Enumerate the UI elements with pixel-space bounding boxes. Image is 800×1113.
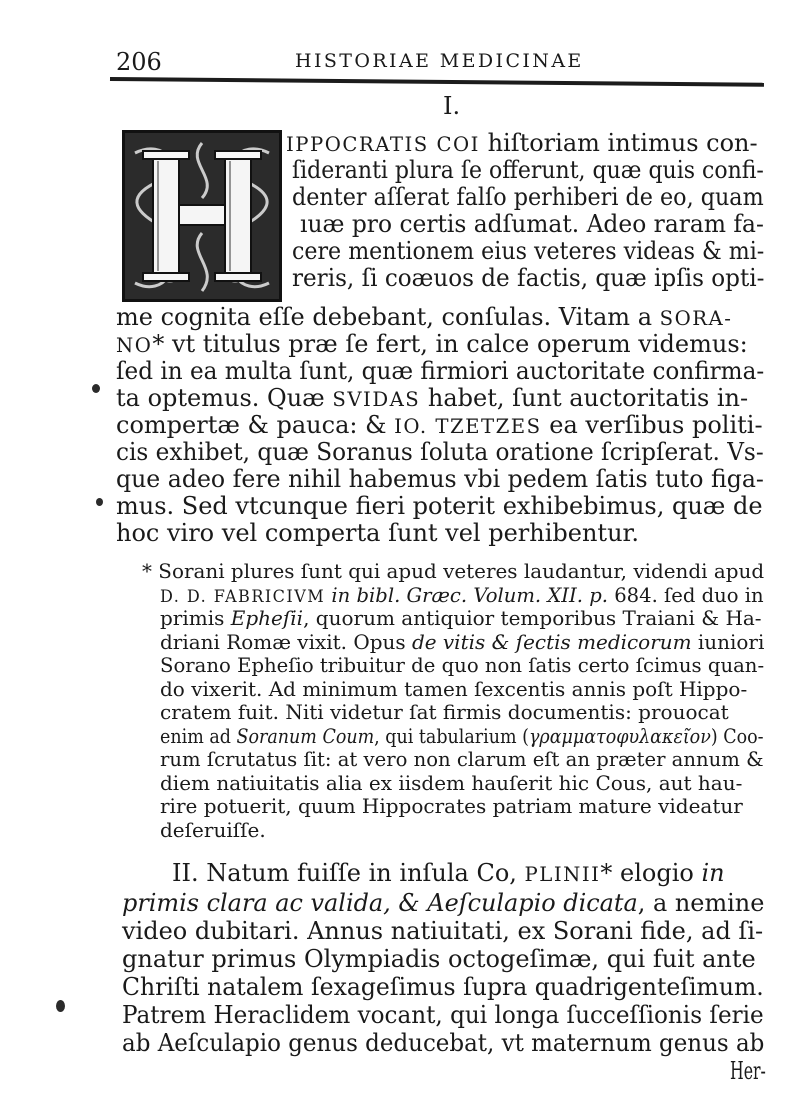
body-text: que adeo fere nihil habemus vbi pedem ſatis tuto figa- [116,465,764,493]
footnote-text: * Sorani plures ſunt qui apud veteres laudantur, videndi apud [142,559,765,583]
body-text: cis exhibet, quæ Soranus ſoluta oratione ſcripſerat. Vs- [116,438,764,466]
footnote-line [142,560,764,582]
body-text: hoc viro vel comperta ſunt vel perhibentur. [116,519,639,547]
body-line [116,520,639,546]
body-line [300,211,764,237]
body-text: II. Natum fuiſſe in inſula Co, [172,859,525,887]
body-text: ſideranti plura ſe offerunt, quæ quis confi- [292,156,764,184]
footnote-line [160,701,729,723]
footnote-text: primis [160,606,231,630]
body-text: ea verſibus politi- [541,411,763,439]
body-line [122,1030,764,1056]
footnote-text: rum ſcrutatus ſit: at vero non clarum eſt an præter annum & [160,747,764,771]
body-text: IO. TZETZES [394,415,542,438]
body-text: SVIDAS [332,388,421,411]
header-rule [110,77,764,87]
section-number: I. [443,92,461,120]
footnote-text: cratem fuit. Niti videtur ſat firmis documentis: prouocat [160,700,729,724]
body-line [116,304,732,332]
footnote-line [160,772,742,794]
footnote-line [160,584,764,608]
footnote-text: diem natiuitatis alia ex iisdem hauſerit hic Cous, aut hau- [160,770,743,795]
body-line [122,918,763,944]
body-text: SORA- [659,307,733,330]
footnote-text: Epheſii [230,606,304,630]
body-text: denter aſſerat falſo perhiberi de eo, quam [292,183,764,211]
body-line [172,860,725,888]
body-text: video dubitari. Annus natiuitati, ex Sorani fide, ad ſi- [122,917,764,945]
body-line [116,331,748,359]
body-line [730,1058,766,1084]
body-line [116,385,748,413]
footnote-text: , quorum antiquior temporibus Traiani & Ha- [303,606,762,630]
body-text: NO [116,334,153,357]
body-text: primis clara ac valida, & Aeſculapio dicata [122,889,638,917]
body-line [116,493,763,519]
ink-spot [92,384,100,393]
footnote-text: γραμματοφυλακεῖον [528,723,711,748]
foliage-ornament-icon [125,133,279,299]
body-line [292,265,764,291]
footnote-line [160,607,762,629]
footnote-text: D. D. FABRICIVM [160,586,326,606]
ornamental-initial-h [122,130,282,302]
body-line [292,184,764,210]
footnote-line [160,819,266,841]
footnote-text: Sorano Epheſio tribuitur de quo non ſatis certo ſcimus quan- [160,653,765,677]
footnote-text: , qui tabularium ( [374,723,529,748]
body-line [116,466,764,492]
body-text: , a nemine [637,889,765,917]
body-text: Chriſti natalem ſexageſimus ſupra quadrigenteſimum. [122,973,764,1001]
body-text: me cognita eſſe debebant, conſulas. Vitam a [116,303,660,331]
footnote-line [160,654,764,676]
footnote-text: driani Romæ vixit. Opus [160,629,412,654]
body-line [122,890,764,916]
page-header [110,44,765,74]
body-text: * vt titulus præ ſe fert, in calce operum videmus: [152,330,748,358]
body-line [116,412,763,440]
body-text: ta optemus. Quæ [116,384,333,412]
footnote-text: deſeruiſſe. [160,817,266,842]
body-text: hiſtoriam intimus con- [479,129,758,157]
footnote-text: iuniori [691,629,765,654]
footnote-text: 684. ſed duo in [607,582,764,607]
footnote-text: do vixerit. Ad minimum tamen ſexcentis annis poſt Hippo- [160,676,748,701]
body-text: * elogio [600,859,702,887]
body-line [122,946,756,972]
body-line [122,974,764,1000]
body-line [116,439,764,465]
body-text: mus. Sed vtcunque fieri poterit exhibebimus, quæ de [116,492,763,520]
body-text: ıuæ pro certis adſumat. Adeo raram fa- [300,210,764,238]
footnote-line [160,748,764,770]
body-line [122,1002,764,1028]
footnote-line [160,678,747,700]
body-text: Patrem Heraclidem vocant, qui longa ſucceſſionis ſerie [122,1001,764,1029]
ink-spot [56,1000,65,1012]
body-line [116,358,764,384]
footnote-line [160,631,764,653]
body-text: ab Aeſculapio genus deducebat, vt maternum genus ab [122,1029,765,1057]
body-text: compertæ & pauca: & [116,411,395,439]
body-line [292,238,764,264]
body-line [286,130,758,158]
page-number: 206 [116,48,162,76]
body-text: PLINII [524,863,601,886]
body-text: in [701,859,725,887]
footnote-text: enim ad [160,723,237,748]
footnote-line [160,795,743,817]
footnote-text: rire potuerit, quum Hippocrates patriam mature videatur [160,794,743,818]
footnote-line [160,725,764,747]
footnote-text: de vitis & ſectis medicorum [411,629,692,654]
footnote-text: in bibl. Græc. Volum. XII. p. [325,582,608,607]
body-text: gnatur primus Olympiadis octogeſimæ, qui fuit ante [122,945,756,973]
body-text: ſed in ea multa ſunt, quæ firmiori auctoritate confirma- [116,357,765,385]
footnote-text: Soranum Coum [236,723,375,748]
body-line [292,157,764,183]
body-text: Her- [730,1057,766,1085]
ink-spot [96,498,103,506]
body-text: IPPOCRATIS COI [286,133,480,156]
body-text: cere mentionem eius veteres videas & mi- [292,237,765,265]
body-text: habet, ſunt auctoritatis in- [420,384,749,412]
running-title: HISTORIAE MEDICINAE [295,50,584,72]
body-text: reris, ſi coæuos de factis, quæ ipſis opti- [292,264,765,292]
footnote-text: ) Coo- [710,723,764,748]
